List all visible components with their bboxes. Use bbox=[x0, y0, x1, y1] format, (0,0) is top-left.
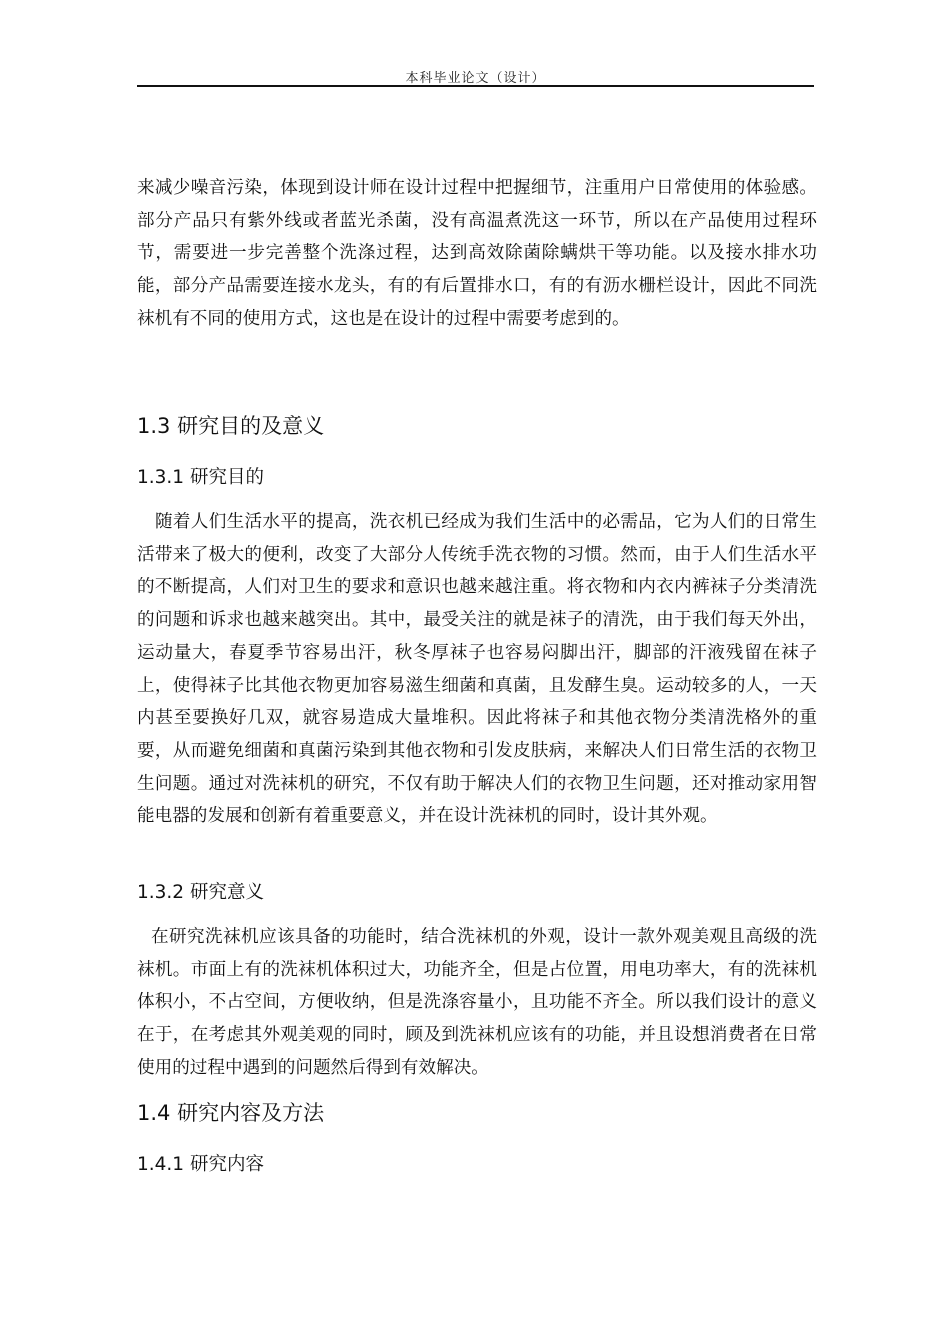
paragraph-research-significance: 在研究洗袜机应该具备的功能时，结合洗袜机的外观，设计一款外观美观且高级的洗袜机。市面上有的洗袜机体积过大，功能齐全，但是占位置，用电功率大，有的洗袜机体积小，不占空间，方便收纳，但是洗涤容量小，且功能不齐全。所以我们设计的意义在于，在考虑其外观美观的同时，顾及到洗袜机应该有的功能，并且设想消费者在日常使用的过程中遇到的问题然后得到有效解决。 bbox=[137, 927, 817, 1078]
subsection-heading-1-4-1: 1.4.1 研究内容 bbox=[137, 1154, 264, 1175]
subsection-heading-1-3-1: 1.3.1 研究目的 bbox=[137, 467, 264, 488]
running-header: 本科毕业论文（设计） bbox=[405, 71, 546, 86]
section-heading-1-3: 1.3 研究目的及意义 bbox=[137, 414, 325, 438]
paragraph-research-purpose: 随着人们生活水平的提高，洗衣机已经成为我们生活中的必需品，它为人们的日常生活带来了极大的便利，改变了大部分人传统手洗衣物的习惯。然而，由于人们生活水平的不断提高，人们对卫生的要求和意识也越来越注重。将衣物和内衣内裤袜子分类清洗的问题和诉求也越来越突出。其中，最受关注的就是袜子的清洗，由于我们每天外出，运动量大，春夏季节容易出汗，秋冬厚袜子也容易闷脚出汗，脚部的汗液残留在袜子上，使得袜子比其他衣物更加容易滋生细菌和真菌，且发酵生臭。运动较多的人，一天内甚至要换好几双，就容易造成大量堆积。因此将袜子和其他衣物分类清洗格外的重要，从而避免细菌和真菌污染到其他衣物和引发皮肤病，来解决人们日常生活的衣物卫生问题。通过对洗袜机的研究，不仅有助于解决人们的衣物卫生问题，还对推动家用智能电器的发展和创新有着重要意义，并在设计洗袜机的同时，设计其外观。 bbox=[137, 512, 817, 827]
header-divider bbox=[137, 85, 814, 87]
subsection-heading-1-3-2: 1.3.2 研究意义 bbox=[137, 882, 264, 903]
paragraph-continued: 来减少噪音污染，体现到设计师在设计过程中把握细节，注重用户日常使用的体验感。部分产品只有紫外线或者蓝光杀菌，没有高温煮洗这一环节，所以在产品使用过程环节，需要进一步完善整个洗涤过程，达到高效除菌除螨烘干等功能。以及接水排水功能，部分产品需要连接水龙头，有的有后置排水口，有的有沥水栅栏设计，因此不同洗袜机有不同的使用方式，这也是在设计的过程中需要考虑到的。 bbox=[137, 178, 817, 329]
section-heading-1-4: 1.4 研究内容及方法 bbox=[137, 1101, 325, 1125]
